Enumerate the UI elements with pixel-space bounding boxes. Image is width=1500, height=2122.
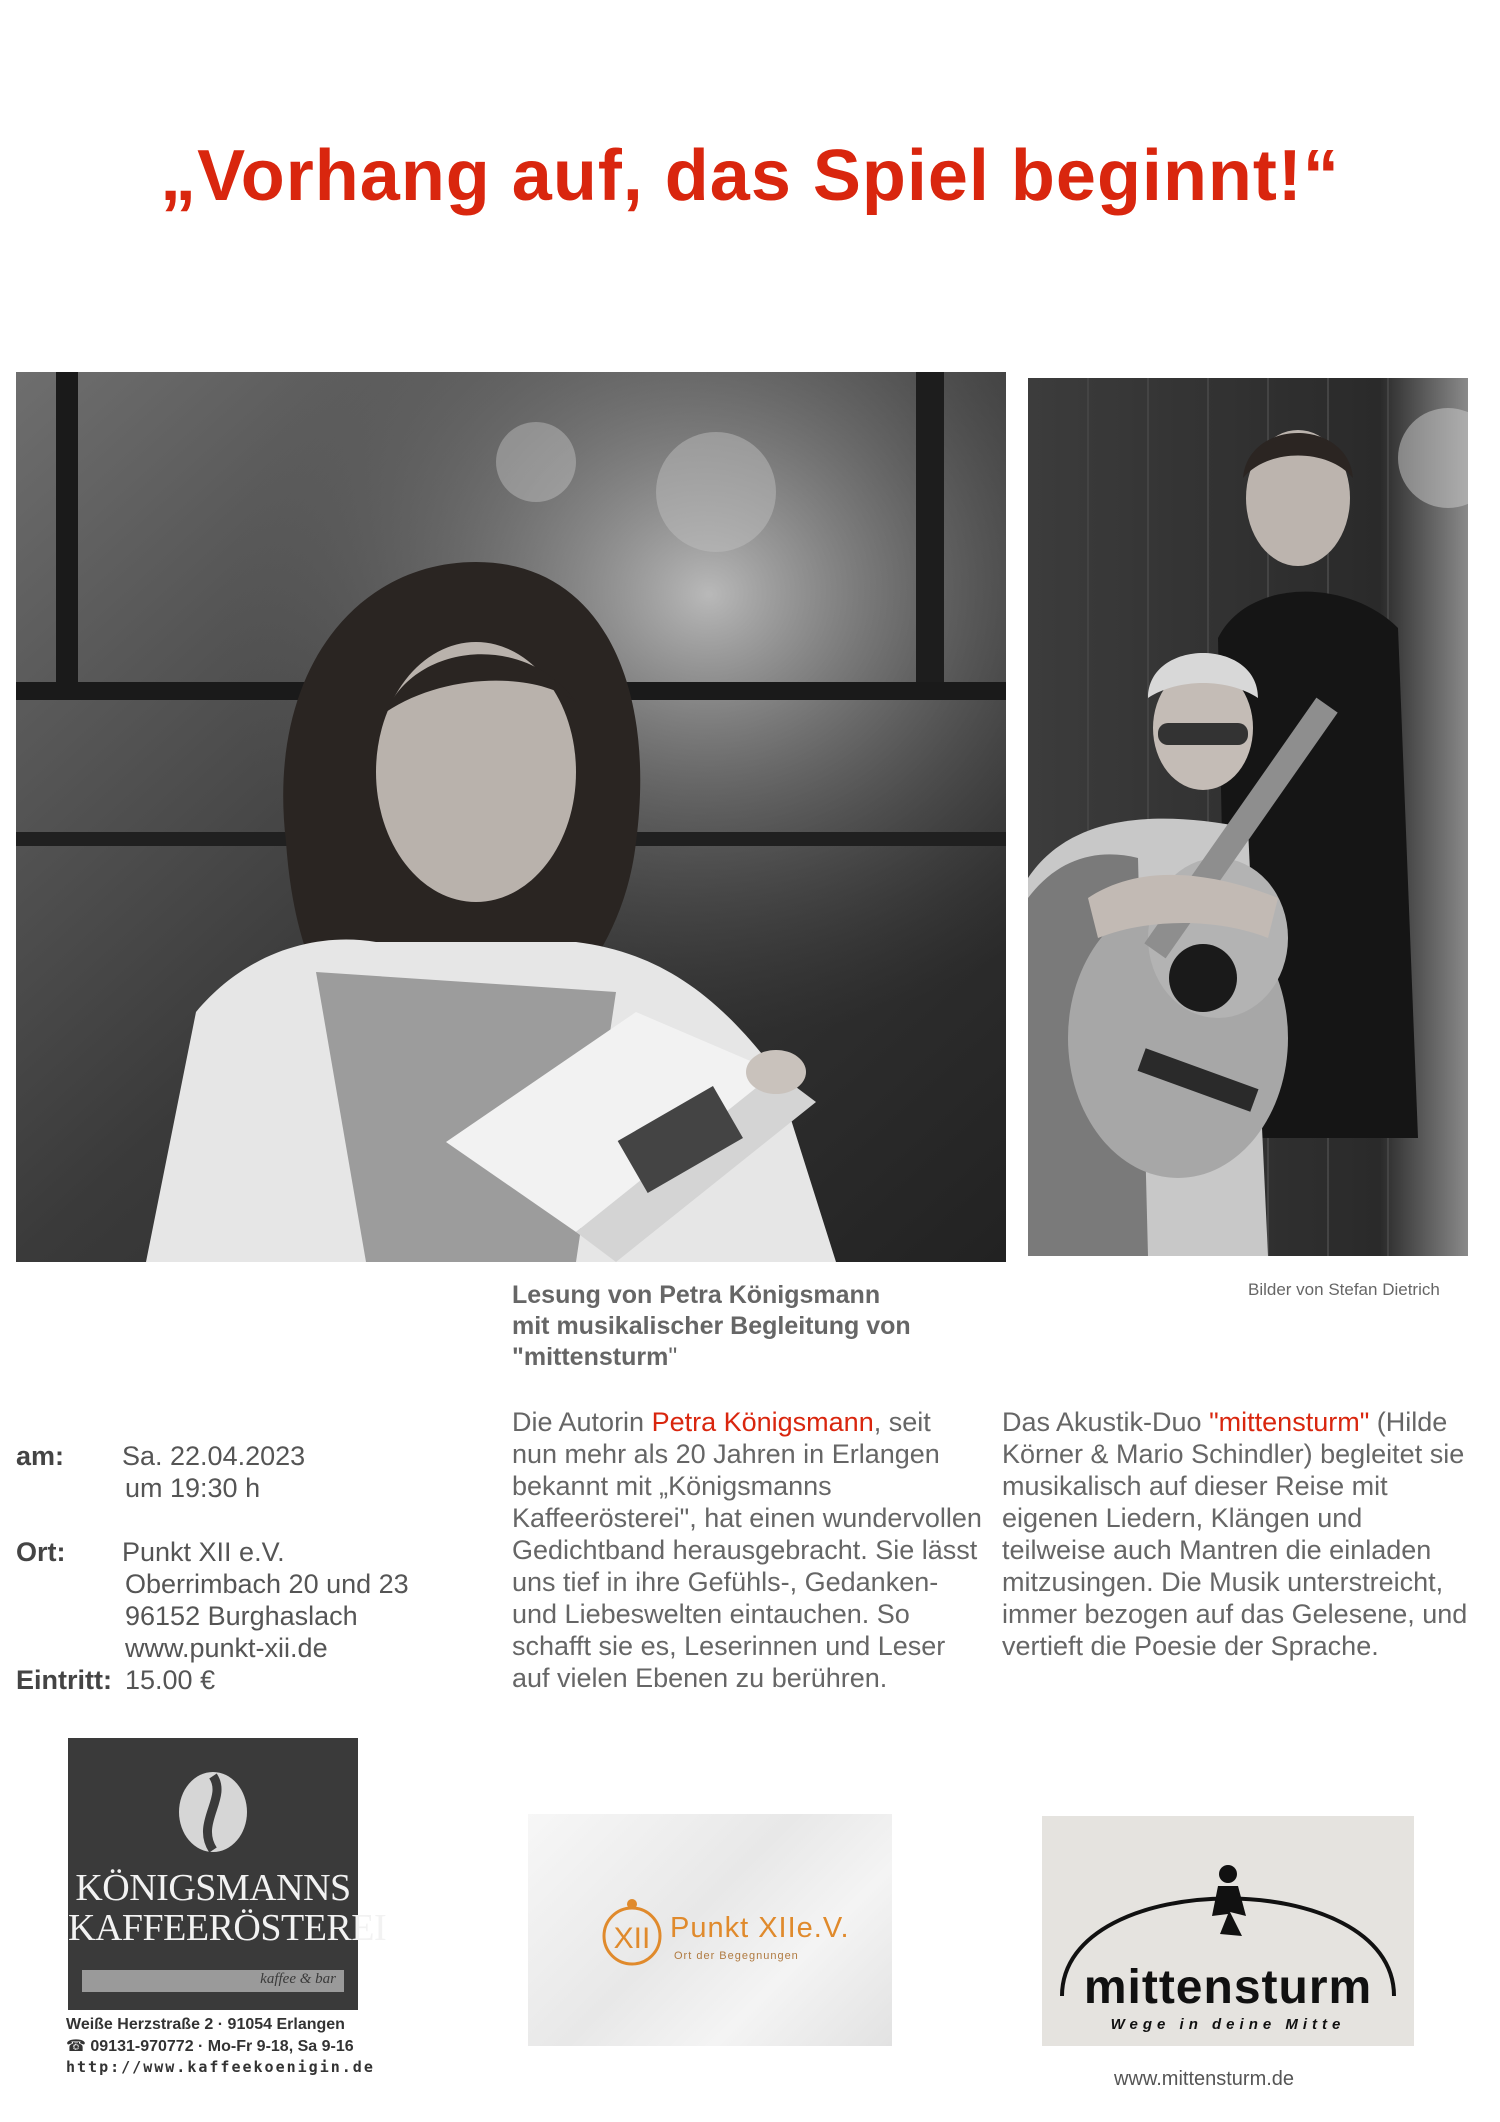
duo-name: "mittensturm" xyxy=(1209,1407,1370,1437)
headline-line-1: Lesung von Petra Königsmann xyxy=(512,1281,881,1309)
svg-text:XII: XII xyxy=(613,1922,651,1955)
venue-city: 96152 Burghaslach xyxy=(125,1601,358,1631)
duo-description: Das Akustik-Duo "mittensturm" (Hilde Körner & Mario Schindler) begleitet sie musikalisch auf dieser Reise mit eigenen Liedern, Klängen und teilweise auch Mantren die einladen mitzusingen. Die Musik unterstreicht, immer bezogen auf das Gelesene, und vertieft die Poesie der Sprache. xyxy=(1002,1407,1468,1661)
venue-label: Ort: xyxy=(16,1537,66,1567)
event-date: Sa. 22.04.2023 xyxy=(122,1441,306,1471)
coffee-bean-icon xyxy=(173,1768,253,1856)
venue-website: www.punkt-xii.de xyxy=(125,1633,328,1663)
photo-duo-guitar xyxy=(1028,378,1468,1256)
event-time: um 19:30 h xyxy=(125,1473,261,1503)
date-label: am: xyxy=(16,1441,65,1471)
admission-price: 15.00 € xyxy=(125,1665,216,1695)
event-headline xyxy=(512,1280,1012,1373)
headline-line-3: "mittensturm" xyxy=(512,1343,678,1371)
punkt-xii-logo xyxy=(528,1814,892,2046)
photo-credit: Bilder von Stefan Dietrich xyxy=(1248,1280,1440,1299)
mittensturm-logo xyxy=(1042,1816,1414,2046)
koenigsmanns-phone-hours: ☎ 09131-970772 · Mo-Fr 9-18, Sa 9-16 xyxy=(66,2038,354,2055)
koenigsmanns-logo xyxy=(68,1738,387,2010)
mittensturm-website: www.mittensturm.de xyxy=(1114,2068,1295,2090)
venue-street: Oberrimbach 20 und 23 xyxy=(125,1569,409,1599)
mittensturm-tagline: Wege in deine Mitte xyxy=(1110,2016,1346,2033)
punkt-xii-emblem-icon xyxy=(596,1896,668,1968)
venue-name: Punkt XII e.V. xyxy=(122,1537,285,1567)
author-description: Die Autorin Petra Königsmann, seit nun mehr als 20 Jahren in Erlangen bekannt mit „Königsmanns Kaffeerösterei", hat einen wundervollen Gedichtband herausgebracht. Sie lässt uns tief in ihre Gefühls-, Gedanken- und Liebeswelten eintauchen. So schafft sie es, Leserinnen und Leser auf vielen Ebenen zu berühren. xyxy=(512,1407,982,1693)
photo-author-reading xyxy=(16,372,1006,1262)
koenigsmanns-address: Weiße Herzstraße 2 · 91054 Erlangen xyxy=(66,2016,345,2033)
koenigsmanns-name: KÖNIGSMANNS KAFFEERÖSTEREI xyxy=(68,1867,387,1949)
author-name: Petra Königsmann xyxy=(651,1407,874,1437)
koenigsmanns-bar: kaffee & bar xyxy=(82,1970,344,1992)
koenigsmanns-website: http://www.kaffeekoenigin.de xyxy=(66,2058,375,2076)
poster-title: „Vorhang auf, das Spiel beginnt!“ xyxy=(160,136,1340,216)
mittensturm-name: mittensturm xyxy=(1083,1961,1373,2014)
admission-label: Eintritt: xyxy=(16,1665,112,1695)
punkt-xii-tagline: Ort der Begegnungen xyxy=(674,1950,799,1962)
punkt-xii-name: Punkt XIIe.V. xyxy=(670,1912,850,1944)
headline-line-2: mit musikalischer Begleitung von xyxy=(512,1312,911,1340)
